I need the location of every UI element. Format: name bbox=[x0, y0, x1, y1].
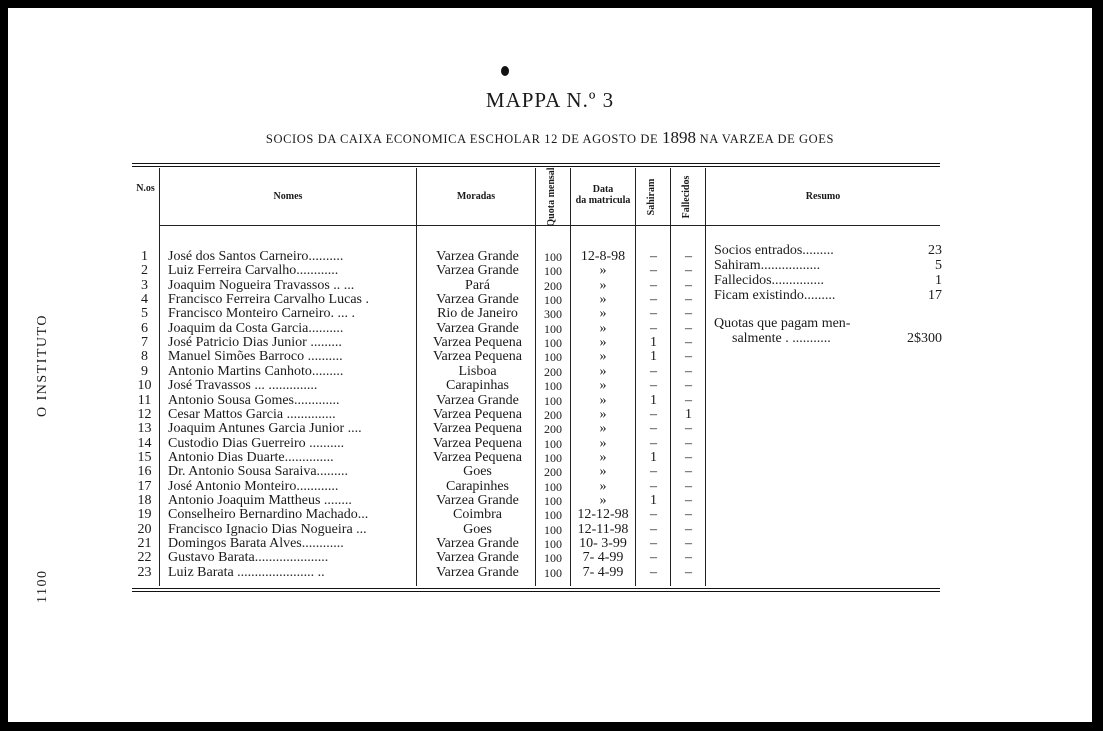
row-name: Joaquim Nogueira Travassos .. ... bbox=[168, 278, 355, 293]
row-address: Goes bbox=[463, 464, 492, 480]
row-number: 11 bbox=[137, 392, 152, 408]
resumo-label: Fallecidos............... bbox=[714, 273, 825, 288]
header-moradas: Moradas bbox=[456, 191, 496, 202]
row-quota: 200 bbox=[544, 364, 562, 379]
row-address: Lisboa bbox=[458, 363, 497, 379]
row-sahiram: 1 bbox=[650, 349, 657, 365]
resumo-label: Ficam existindo......... bbox=[714, 288, 836, 303]
row-quota: 100 bbox=[544, 393, 562, 408]
row-number: 15 bbox=[137, 449, 152, 465]
row-quota: 200 bbox=[544, 465, 562, 480]
resumo-quotas-label-2: salmente . ........... bbox=[732, 331, 831, 346]
row-date: » bbox=[599, 306, 607, 322]
table-bottom-rule bbox=[132, 588, 940, 592]
row-name: Joaquim Antunes Garcia Junior .... bbox=[168, 422, 362, 437]
row-fallecidos: – bbox=[685, 464, 692, 480]
row-name: Dr. Antonio Sousa Saraiva......... bbox=[168, 465, 349, 480]
resumo-row bbox=[714, 273, 942, 288]
column-divider bbox=[159, 168, 160, 586]
header-data-line2: da matricula bbox=[575, 195, 631, 206]
row-date: » bbox=[599, 435, 607, 451]
row-address: Varzea Pequena bbox=[432, 335, 522, 351]
row-address: Varzea Grande bbox=[436, 564, 519, 580]
row-quota: 100 bbox=[544, 264, 562, 279]
row-sahiram: 1 bbox=[650, 449, 657, 465]
row-date: » bbox=[599, 392, 607, 408]
resumo-value: 23 bbox=[928, 243, 942, 258]
row-name: Conselheiro Bernardino Machado... bbox=[168, 508, 369, 523]
row-fallecidos: – bbox=[685, 421, 692, 437]
row-name: Antonio Sousa Gomes............. bbox=[168, 393, 340, 408]
row-quota: 100 bbox=[544, 551, 562, 566]
row-number: 17 bbox=[137, 478, 152, 494]
resumo-value: 5 bbox=[935, 258, 942, 273]
document-page bbox=[8, 8, 1092, 722]
subtitle-year: 1898 bbox=[661, 128, 696, 147]
row-quota: 100 bbox=[544, 436, 562, 451]
row-sahiram: – bbox=[650, 406, 657, 422]
page-number: 1100 bbox=[35, 569, 50, 603]
row-name: Manuel Simões Barroco .......... bbox=[168, 350, 343, 365]
row-date: » bbox=[599, 277, 607, 293]
row-address: Varzea Grande bbox=[436, 392, 519, 408]
header-fallecidos: Fallecidos bbox=[681, 175, 692, 219]
row-sahiram: – bbox=[650, 263, 657, 279]
row-sahiram: – bbox=[650, 378, 657, 394]
row-sahiram: – bbox=[650, 478, 657, 494]
subtitle-text-start: SOCIOS DA CAIXA ECONOMICA ESCHOLAR 12 DE AGOSTO DE bbox=[265, 132, 662, 146]
row-address: Varzea Grande bbox=[436, 292, 519, 308]
row-number: 7 bbox=[141, 335, 148, 351]
journal-name: O INSTITUTO bbox=[35, 314, 50, 417]
resumo-row bbox=[714, 243, 942, 258]
row-sahiram: – bbox=[650, 464, 657, 480]
row-sahiram: – bbox=[650, 363, 657, 379]
page-subtitle bbox=[8, 128, 1092, 148]
row-number: 3 bbox=[141, 277, 148, 293]
row-address: Varzea Pequena bbox=[432, 435, 522, 451]
row-quota: 100 bbox=[544, 321, 562, 336]
row-sahiram: – bbox=[650, 521, 657, 537]
row-name: Domingos Barata Alves............ bbox=[168, 537, 344, 551]
row-sahiram: – bbox=[650, 306, 657, 322]
row-fallecidos: – bbox=[685, 320, 692, 336]
row-quota: 100 bbox=[544, 565, 562, 580]
page-title: MAPPA N.º 3 bbox=[485, 88, 615, 112]
row-address: Varzea Grande bbox=[436, 492, 519, 508]
row-date: 12-8-98 bbox=[580, 249, 626, 264]
row-number: 2 bbox=[141, 263, 148, 279]
row-quota: 100 bbox=[544, 250, 562, 264]
row-date: 7- 4-99 bbox=[582, 550, 624, 566]
header-nomes: Nomes bbox=[273, 191, 303, 202]
row-number: 14 bbox=[137, 435, 152, 451]
row-quota: 100 bbox=[544, 537, 562, 551]
row-quota: 100 bbox=[544, 336, 562, 351]
row-number: 4 bbox=[141, 292, 148, 308]
header-quota: Quota mensal bbox=[546, 167, 557, 227]
row-date: » bbox=[599, 363, 607, 379]
row-quota: 100 bbox=[544, 479, 562, 494]
header-resumo: Resumo bbox=[805, 191, 841, 202]
row-number: 22 bbox=[137, 550, 152, 566]
row-date: » bbox=[599, 349, 607, 365]
header-numero: N.os bbox=[136, 183, 155, 194]
row-date: » bbox=[599, 263, 607, 279]
row-address: Carapinhes bbox=[446, 478, 509, 494]
row-quota: 200 bbox=[544, 422, 562, 437]
row-name: José Travassos ... .............. bbox=[168, 379, 318, 394]
row-date: 10- 3-99 bbox=[579, 536, 627, 551]
row-quota: 100 bbox=[544, 493, 562, 508]
row-address: Pará bbox=[465, 277, 490, 293]
resumo-label: Sahiram................. bbox=[714, 258, 821, 273]
row-fallecidos: – bbox=[685, 478, 692, 494]
row-number: 18 bbox=[137, 492, 152, 508]
resumo-value: 17 bbox=[928, 288, 942, 303]
resumo-quotas-label-1: Quotas que pagam men- bbox=[714, 316, 851, 331]
row-sahiram: 1 bbox=[650, 392, 657, 408]
row-number: 1 bbox=[141, 249, 148, 264]
resumo-quotas-value: 2$300 bbox=[907, 331, 942, 346]
row-sahiram: – bbox=[650, 292, 657, 308]
row-address: Carapinhas bbox=[446, 378, 509, 394]
row-fallecidos: – bbox=[685, 349, 692, 365]
header-data bbox=[571, 184, 635, 206]
row-name: Luiz Ferreira Carvalho............ bbox=[168, 264, 339, 279]
resumo-row bbox=[714, 288, 942, 303]
row-date: » bbox=[599, 335, 607, 351]
row-fallecidos: – bbox=[685, 550, 692, 566]
row-fallecidos: – bbox=[685, 521, 692, 537]
row-sahiram: – bbox=[650, 564, 657, 580]
row-fallecidos: – bbox=[685, 564, 692, 580]
row-name: José Antonio Monteiro............ bbox=[168, 479, 339, 494]
row-fallecidos: – bbox=[685, 363, 692, 379]
row-address: Varzea Pequena bbox=[432, 449, 522, 465]
row-address: Varzea Pequena bbox=[432, 421, 522, 437]
row-name: Francisco Ferreira Carvalho Lucas . bbox=[168, 293, 369, 308]
row-address: Coimbra bbox=[453, 507, 502, 523]
row-address: Goes bbox=[463, 521, 492, 537]
row-sahiram: 1 bbox=[650, 492, 657, 508]
row-number: 19 bbox=[137, 507, 152, 523]
row-address: Varzea Grande bbox=[436, 550, 519, 566]
row-fallecidos: – bbox=[685, 263, 692, 279]
table-top-rule bbox=[132, 163, 940, 167]
row-fallecidos: – bbox=[685, 292, 692, 308]
row-quota: 100 bbox=[544, 350, 562, 365]
row-date: » bbox=[599, 292, 607, 308]
row-fallecidos: – bbox=[685, 378, 692, 394]
row-sahiram: – bbox=[650, 277, 657, 293]
row-date: » bbox=[599, 464, 607, 480]
row-sahiram: – bbox=[650, 507, 657, 523]
row-sahiram: – bbox=[650, 320, 657, 336]
row-date: » bbox=[599, 378, 607, 394]
row-sahiram: – bbox=[650, 421, 657, 437]
row-number: 9 bbox=[141, 363, 148, 379]
row-quota: 100 bbox=[544, 450, 562, 465]
row-address: Varzea Grande bbox=[436, 320, 519, 336]
header-sahiram: Sahiram bbox=[646, 178, 657, 216]
resumo-quotas-line2 bbox=[714, 331, 942, 346]
row-fallecidos: – bbox=[685, 536, 692, 551]
resumo-quotas-line1 bbox=[714, 316, 942, 331]
row-fallecidos: – bbox=[685, 435, 692, 451]
row-name: Antonio Joaquim Mattheus ........ bbox=[168, 493, 352, 508]
row-date: » bbox=[599, 492, 607, 508]
row-date: » bbox=[599, 478, 607, 494]
row-quota: 100 bbox=[544, 293, 562, 308]
row-fallecidos: – bbox=[685, 492, 692, 508]
row-address: Rio de Janeiro bbox=[437, 306, 518, 322]
row-name: Luiz Barata ...................... .. bbox=[168, 565, 325, 580]
row-name: José Patricio Dias Junior ......... bbox=[168, 336, 342, 351]
subtitle-text-end: NA VARZEA DE GOES bbox=[695, 132, 835, 146]
row-number: 13 bbox=[137, 421, 152, 437]
ornament-dot-icon bbox=[501, 66, 509, 76]
row-name: Joaquim da Costa Garcia.......... bbox=[168, 321, 344, 336]
resumo-panel bbox=[714, 243, 942, 346]
row-name: Antonio Martins Canhoto......... bbox=[168, 364, 344, 379]
row-quota: 100 bbox=[544, 522, 562, 537]
row-name: Francisco Monteiro Carneiro. ... . bbox=[168, 307, 356, 322]
row-fallecidos: – bbox=[685, 392, 692, 408]
row-fallecidos: – bbox=[685, 507, 692, 523]
row-sahiram: – bbox=[650, 249, 657, 264]
row-number: 5 bbox=[141, 306, 148, 322]
row-address: Varzea Grande bbox=[436, 536, 519, 551]
row-quota: 300 bbox=[544, 307, 562, 322]
row-date: » bbox=[599, 406, 607, 422]
row-date: 7- 4-99 bbox=[582, 564, 624, 580]
row-number: 12 bbox=[137, 406, 152, 422]
row-fallecidos: – bbox=[685, 249, 692, 264]
row-address: Varzea Grande bbox=[436, 263, 519, 279]
row-date: 12-11-98 bbox=[577, 521, 629, 537]
row-date: » bbox=[599, 320, 607, 336]
resumo-row bbox=[714, 258, 942, 273]
row-sahiram: – bbox=[650, 536, 657, 551]
row-address: Varzea Pequena bbox=[432, 349, 522, 365]
row-quota: 100 bbox=[544, 379, 562, 394]
row-number: 10 bbox=[137, 378, 152, 394]
row-number: 23 bbox=[137, 564, 152, 580]
row-quota: 200 bbox=[544, 278, 562, 293]
row-number: 6 bbox=[141, 320, 148, 336]
row-date: » bbox=[599, 449, 607, 465]
row-name: Antonio Dias Duarte.............. bbox=[168, 450, 334, 465]
row-name: Custodio Dias Guerreiro .......... bbox=[168, 436, 345, 451]
row-name: José dos Santos Carneiro.......... bbox=[168, 250, 344, 264]
row-sahiram: – bbox=[650, 435, 657, 451]
row-quota: 100 bbox=[544, 508, 562, 523]
row-fallecidos: – bbox=[685, 277, 692, 293]
row-date: » bbox=[599, 421, 607, 437]
row-fallecidos: – bbox=[685, 449, 692, 465]
row-sahiram: – bbox=[650, 550, 657, 566]
row-fallecidos: 1 bbox=[685, 406, 692, 422]
row-sahiram: 1 bbox=[650, 335, 657, 351]
row-number: 16 bbox=[137, 464, 152, 480]
row-name: Francisco Ignacio Dias Nogueira ... bbox=[168, 522, 367, 537]
row-number: 21 bbox=[137, 536, 152, 551]
row-name: Cesar Mattos Garcia .............. bbox=[168, 407, 336, 422]
row-number: 20 bbox=[137, 521, 152, 537]
row-address: Varzea Pequena bbox=[432, 406, 522, 422]
row-name: Gustavo Barata..................... bbox=[168, 551, 329, 566]
row-quota: 200 bbox=[544, 407, 562, 422]
row-address: Varzea Grande bbox=[436, 249, 519, 264]
header-data-line1: Data bbox=[592, 184, 614, 195]
resumo-label: Socios entrados......... bbox=[714, 243, 834, 258]
resumo-value: 1 bbox=[935, 273, 942, 288]
row-fallecidos: – bbox=[685, 306, 692, 322]
column-divider bbox=[416, 168, 417, 586]
row-fallecidos: – bbox=[685, 335, 692, 351]
row-number: 8 bbox=[141, 349, 148, 365]
row-date: 12-12-98 bbox=[577, 507, 629, 523]
